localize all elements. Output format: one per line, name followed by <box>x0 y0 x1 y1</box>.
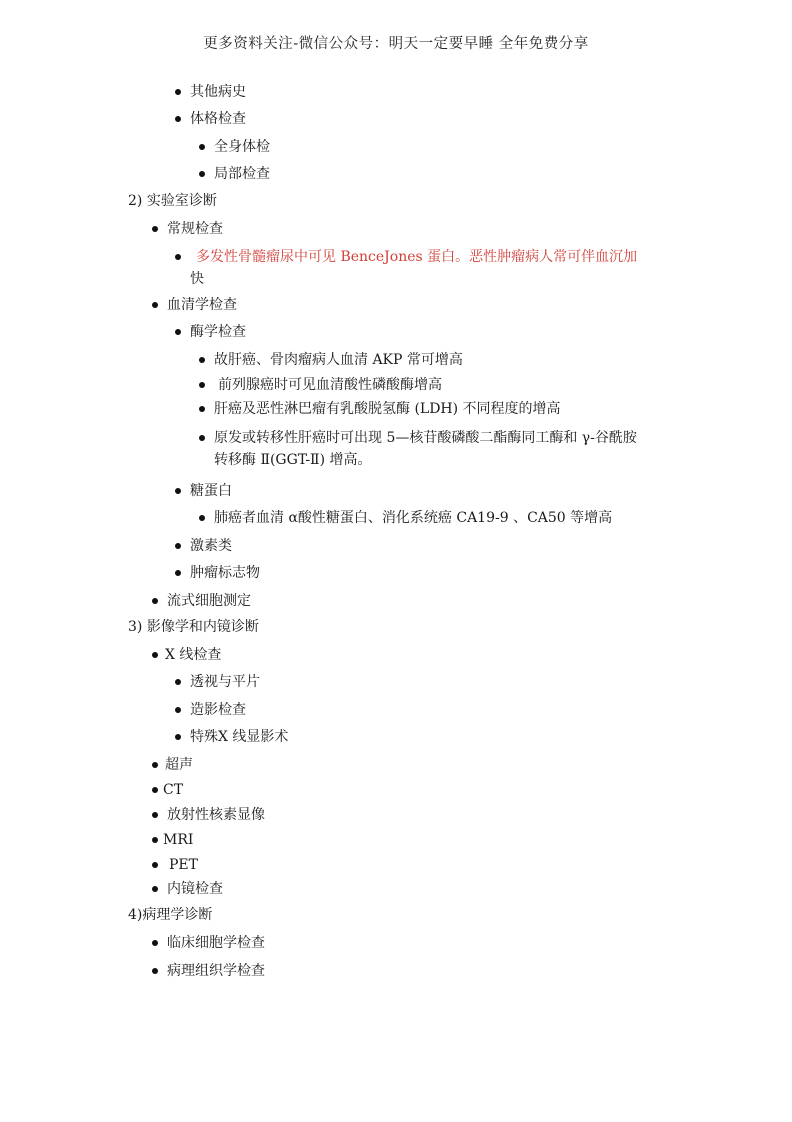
bullet <box>152 652 158 658</box>
bullet <box>152 968 158 974</box>
bullet <box>152 762 158 768</box>
enzyme-item-ggt: 原发或转移性肝癌时可出现 5—核苷酸磷酸二酯酶同工酶和 γ-谷酰胺 <box>214 430 637 446</box>
list-item-radionuclide: 放射性核素显像 <box>167 807 265 823</box>
list-item-full-body-exam: 全身体检 <box>214 139 270 155</box>
bullet <box>152 862 158 868</box>
list-item-endoscopy: 内镜检查 <box>167 881 223 897</box>
bullet <box>175 734 181 740</box>
bullet <box>175 679 181 685</box>
bullet <box>199 171 205 177</box>
list-item-routine-exam: 常规检查 <box>167 221 223 237</box>
list-item-local-exam: 局部检查 <box>214 166 270 182</box>
routine-note-continued: 快 <box>190 271 204 287</box>
section-heading-pathology: 4)病理学诊断 <box>128 907 213 923</box>
list-item-special-xray: 特殊X 线显影术 <box>190 729 289 745</box>
list-item-other-history: 其他病史 <box>190 84 246 100</box>
bullet <box>152 226 158 232</box>
list-item-tumor-markers: 肿瘤标志物 <box>190 565 260 581</box>
bullet <box>152 837 158 843</box>
bullet <box>175 89 181 95</box>
bullet <box>152 787 158 793</box>
enzyme-item-ldh: 肝癌及恶性淋巴瘤有乳酸脱氢酶 (LDH) 不同程度的增高 <box>214 401 561 417</box>
enzyme-item-ggt-continued: 转移酶 Ⅱ(GGT-Ⅱ) 增高。 <box>214 452 372 468</box>
bullet <box>175 488 181 494</box>
enzyme-item-akp: 故肝癌、骨肉瘤病人血清 AKP 常可增高 <box>214 352 463 368</box>
list-item-physical-exam: 体格检查 <box>190 111 246 127</box>
bullet <box>175 254 181 260</box>
bullet <box>175 543 181 549</box>
list-item-cytology: 临床细胞学检查 <box>167 935 265 951</box>
bullet <box>199 357 205 363</box>
list-item-fluoroscopy: 透视与平片 <box>190 674 260 690</box>
enzyme-item-acid-phosphatase: 前列腺癌时可见血清酸性磷酸酶增高 <box>218 377 442 393</box>
bullet <box>152 940 158 946</box>
bullet <box>199 144 205 150</box>
list-item-pet: PET <box>169 857 198 873</box>
list-item-xray: X 线检查 <box>165 647 222 663</box>
bullet <box>175 329 181 335</box>
bullet <box>152 598 158 604</box>
list-item-flow-cytometry: 流式细胞测定 <box>167 593 251 609</box>
list-item-ct: CT <box>163 782 184 798</box>
list-item-mri: MRI <box>163 832 194 848</box>
bullet <box>152 302 158 308</box>
bullet <box>152 812 158 818</box>
section-heading-imaging: 3) 影像学和内镜诊断 <box>128 619 259 635</box>
list-item-serology: 血清学检查 <box>167 297 237 313</box>
page-header: 更多资料关注-微信公众号：明天一定要早睡 全年免费分享 <box>203 36 589 52</box>
bullet <box>175 116 181 122</box>
list-item-ultrasound: 超声 <box>165 757 193 773</box>
bullet <box>199 435 205 441</box>
routine-note: 多发性骨髓瘤尿中可见 BenceJones 蛋白。恶性肿瘤病人常可伴血沉加 <box>196 249 638 265</box>
glyco-item-ca19-9: 肺癌者血清 α酸性糖蛋白、消化系统癌 CA19-9 、CA50 等增高 <box>214 510 613 526</box>
list-item-enzymology: 酶学检查 <box>190 324 246 340</box>
section-heading-lab: 2) 实验室诊断 <box>128 193 217 209</box>
bullet <box>199 515 205 521</box>
bullet <box>152 886 158 892</box>
list-item-hormones: 激素类 <box>190 538 232 554</box>
list-item-histology: 病理组织学检查 <box>167 963 265 979</box>
bullet <box>175 570 181 576</box>
list-item-glycoprotein: 糖蛋白 <box>190 483 232 499</box>
bullet <box>199 406 205 412</box>
bullet <box>199 382 205 388</box>
bullet <box>175 707 181 713</box>
list-item-contrast: 造影检查 <box>190 702 246 718</box>
